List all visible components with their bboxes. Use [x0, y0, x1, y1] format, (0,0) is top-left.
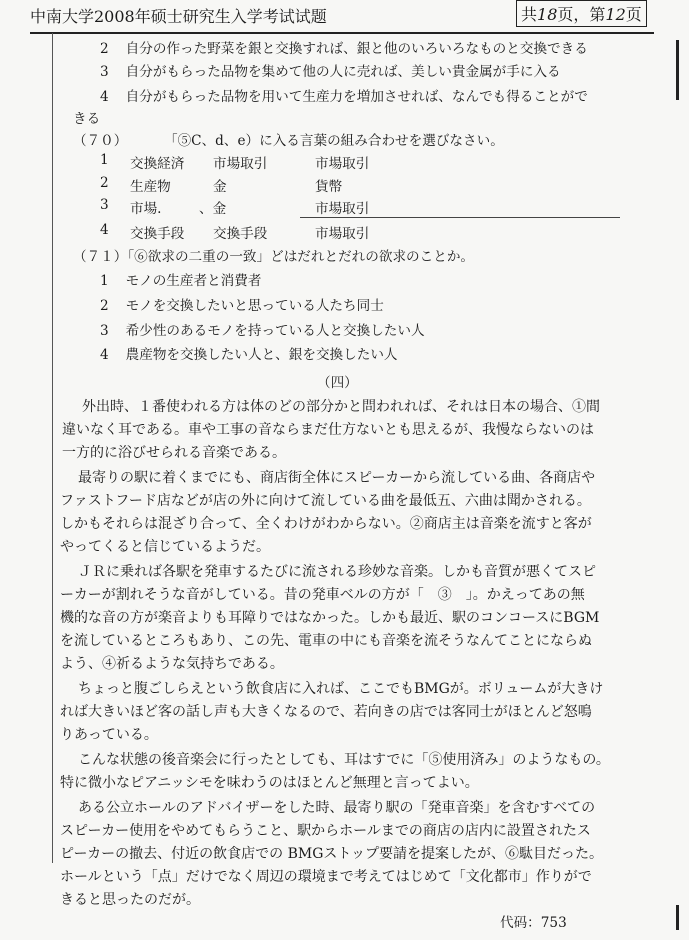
passage-line: やってくると信じているようだ。	[60, 539, 270, 555]
passage-line: 一方的に浴びせられる音楽である。	[62, 445, 286, 461]
q70-row-num: 4	[100, 222, 109, 238]
passage-line: ＪＲに乗れば各駅を発車するたびに流される珍妙な音楽。しかも音質が悪くてスピ	[78, 564, 596, 580]
q70-cell-d: 金	[213, 179, 227, 195]
option-text: 希少性のあるモノを持っている人と交換したい人	[125, 323, 425, 339]
q70-row-num: 1	[100, 152, 109, 168]
passage-line: スピーカー使用をやめてもらうこと、駅からホールまでの商店の店内に設置されたス	[60, 823, 591, 839]
q70-cell-e: 市場取引	[315, 201, 370, 217]
header-rule	[30, 32, 654, 34]
q71-option-1	[100, 269, 261, 289]
q69-option-2	[100, 37, 588, 57]
passage-line: ちょっと腹ごしらえという飲食店に入れば、ここでもBMGが。ボリュームが大きけ	[78, 681, 604, 697]
passage-line: 外出時、１番使われる方は体のどの部分かと問われれば、それは日本の場合、①間	[82, 399, 600, 415]
option-number: 2	[100, 298, 109, 314]
q71-prompt: （７１）「⑥欲求の二重の一致」どはだれとだれの欲求のことか。	[73, 249, 475, 265]
passage-line: ピーカーの撤去、付近の飲食店での BMGストップ要請を提案したが、⑥駄目だった。	[60, 846, 603, 862]
option-text: 農産物を交換したい人と、銀を交換したい人	[125, 347, 398, 363]
option-number: 1	[100, 273, 109, 289]
scan-edge-mark-bottom	[676, 905, 679, 930]
q71-option-3	[100, 319, 425, 339]
page-current-suffix: 页	[625, 5, 642, 24]
option-number: 4	[100, 347, 109, 363]
q70-cell-d: 交換手段	[213, 226, 268, 242]
q70-cell-e: 市場取引	[315, 226, 370, 242]
q70-cell-d: 市場取引	[213, 156, 268, 172]
q70-cell-c: 交換経済	[130, 156, 185, 172]
q70-cell-e: 貨幣	[315, 179, 343, 195]
option-number: 2	[100, 41, 109, 57]
option-number: 3	[100, 64, 109, 80]
q70-cell-c: 交換手段	[130, 226, 185, 242]
option-number: 4	[100, 89, 109, 105]
passage-line: 特に微小なピアニッシモを味わうのはほとんど無理と言ってよい。	[60, 775, 479, 791]
passage-line: こんな状態の後音楽会に行ったとしても、耳はすでに「⑤使用済み」のようなもの。	[78, 752, 610, 768]
code-value: 753	[540, 915, 567, 931]
passage-line: を流しているところもあり、この先、電車の中にも音楽を流そうなんてことにならぬ	[60, 633, 592, 649]
q70-number: （７０）	[73, 133, 128, 149]
passage-line: ある公立ホールのアドバイザーをした時、最寄り駅の「発車音楽」を含むすべての	[78, 800, 596, 816]
passage-line: れば大きいほど客の話し声も大きくなるので、若向きの店では客同士がほとんど怒鳴	[60, 704, 592, 720]
exam-code	[500, 911, 567, 931]
passage-line: りあっている。	[60, 727, 158, 743]
q70-cell-c: 生産物	[130, 179, 171, 195]
option-text: 自分がもらった品物を用いて生産力を増加させれば、なんでも得ることがで	[125, 89, 588, 105]
q70-row-num: 3	[100, 197, 109, 213]
passage-line: 機的な音の方が楽音よりも耳障りではなかった。しかも最近、駅のコンコースにBGM	[60, 610, 600, 626]
q69-option-3	[100, 60, 561, 80]
q69-option-4	[100, 85, 588, 105]
code-label: 代码：	[500, 915, 541, 931]
passage-line: 最寄りの駅に着くまでにも、商店街全体にスピーカーから流している曲、各商店や	[78, 470, 596, 486]
q70-prompt: 「⑤C、d、e）に入る言葉の組み合わせを選びなさい。	[164, 133, 504, 149]
passage-line: ーカーが割れそうな音がしている。昔の発車ベルの方が「 ③ 」。かえってあの無	[60, 587, 585, 603]
q70-cell-d: 、金	[199, 201, 227, 217]
q71-option-2	[100, 294, 384, 314]
page-total-number: 18	[537, 5, 558, 24]
margin-line	[52, 33, 53, 863]
q70-cell-c: 市場.	[130, 201, 162, 217]
pencil-stroke	[300, 217, 620, 218]
q70-cell-e: 市場取引	[315, 156, 370, 172]
exam-title: 中南大学2008年硕士研究生入学考试试题	[30, 7, 327, 26]
passage-line: きると思ったのだが。	[60, 892, 200, 908]
passage-line: ホールという「点」だけでなく周辺の環境まで考えてはじめて「文化都市」作りがで	[60, 869, 592, 885]
passage-line: 違いなく耳である。車や工事の音ならまだ仕方ないとも思えるが、我慢ならないのは	[62, 422, 594, 438]
page-total-prefix: 共	[521, 5, 538, 24]
page-indicator	[516, 0, 647, 27]
page-total-suffix: 页，第	[557, 5, 606, 24]
option-text: モノを交換したいと思っている人たち同士	[125, 298, 384, 314]
section-title: （四）	[317, 375, 358, 391]
option-text: モノの生産者と消費者	[125, 273, 262, 289]
option-text: 自分の作った野菜を銀と交換すれば、銀と他のいろいろなものと交換できる	[125, 41, 588, 57]
passage-line: ファストフード店などが店の外に向けて流している曲を最低五、六曲は聞かされる。	[60, 493, 591, 509]
passage-line: よう、④祈るような気持ちである。	[60, 656, 284, 672]
option-number: 3	[100, 323, 109, 339]
page-current-number: 12	[605, 5, 626, 24]
scan-edge-mark-top	[676, 40, 679, 100]
q70-row-num: 2	[100, 175, 109, 191]
option-text: 自分がもらった品物を集めて他の人に売れば、美しい貴金属が手に入る	[125, 64, 561, 80]
passage-line: しかもそれらは混ざり合って、全くわけがわからない。②商店主は音楽を流すと客が	[60, 516, 592, 532]
q69-continuation: きる	[73, 111, 101, 127]
q71-option-4	[100, 343, 398, 363]
